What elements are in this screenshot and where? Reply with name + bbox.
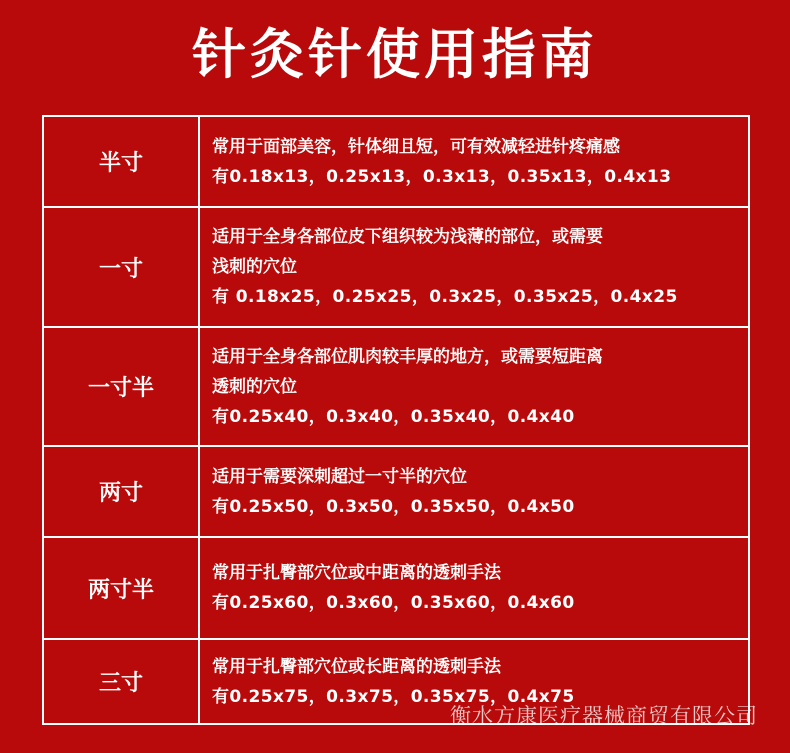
- table-row: [43, 537, 749, 639]
- usage-text-line: 透刺的穴位: [212, 376, 297, 397]
- table-row: [43, 116, 749, 207]
- usage-text-line: 常用于扎臀部穴位或中距离的透刺手法: [212, 563, 501, 583]
- usage-description: [199, 207, 749, 327]
- needle-size-label: 一寸: [43, 207, 199, 327]
- usage-text-line: 常用于面部美容，针体细且短，可有效减轻进针疼痛感: [212, 136, 620, 157]
- table-row: [43, 327, 749, 446]
- page-title: 针灸针使用指南: [192, 23, 598, 86]
- needle-size-table: [42, 115, 750, 725]
- needle-size-label: 两寸: [43, 446, 199, 537]
- spec-list: 有0.25x75，0.3x75，0.35x75，0.4x75: [212, 686, 575, 707]
- spec-list: 有0.18x13，0.25x13，0.3x13，0.35x13，0.4x13: [212, 166, 672, 187]
- needle-size-label: 一寸半: [43, 327, 199, 446]
- table-row: [43, 207, 749, 327]
- usage-description: [199, 116, 749, 207]
- needle-size-label: 半寸: [43, 116, 199, 207]
- usage-text-line: 适用于全身各部位皮下组织较为浅薄的部位，或需要: [212, 227, 603, 247]
- spec-list: 有 0.18x25，0.25x25，0.3x25，0.35x25，0.4x25: [212, 287, 678, 307]
- usage-text-line: 浅刺的穴位: [212, 257, 297, 277]
- usage-text-line: 适用于需要深刺超过一寸半的穴位: [212, 466, 467, 487]
- spec-list: 有0.25x40，0.3x40，0.35x40，0.4x40: [212, 406, 575, 427]
- table-row: [43, 446, 749, 537]
- needle-size-label: 两寸半: [43, 537, 199, 639]
- usage-text-line: 常用于扎臀部穴位或长距离的透刺手法: [212, 656, 501, 677]
- spec-list: 有0.25x60，0.3x60，0.35x60，0.4x60: [212, 593, 575, 613]
- usage-text-line: 适用于全身各部位肌肉较丰厚的地方，或需要短距离: [212, 346, 603, 367]
- needle-size-label: 三寸: [43, 639, 199, 724]
- spec-list: 有0.25x50，0.3x50，0.35x50，0.4x50: [212, 496, 575, 517]
- usage-description: [199, 446, 749, 537]
- company-watermark: 衡水方康医疗器械商贸有限公司: [450, 704, 758, 728]
- usage-description: [199, 537, 749, 639]
- usage-description: [199, 327, 749, 446]
